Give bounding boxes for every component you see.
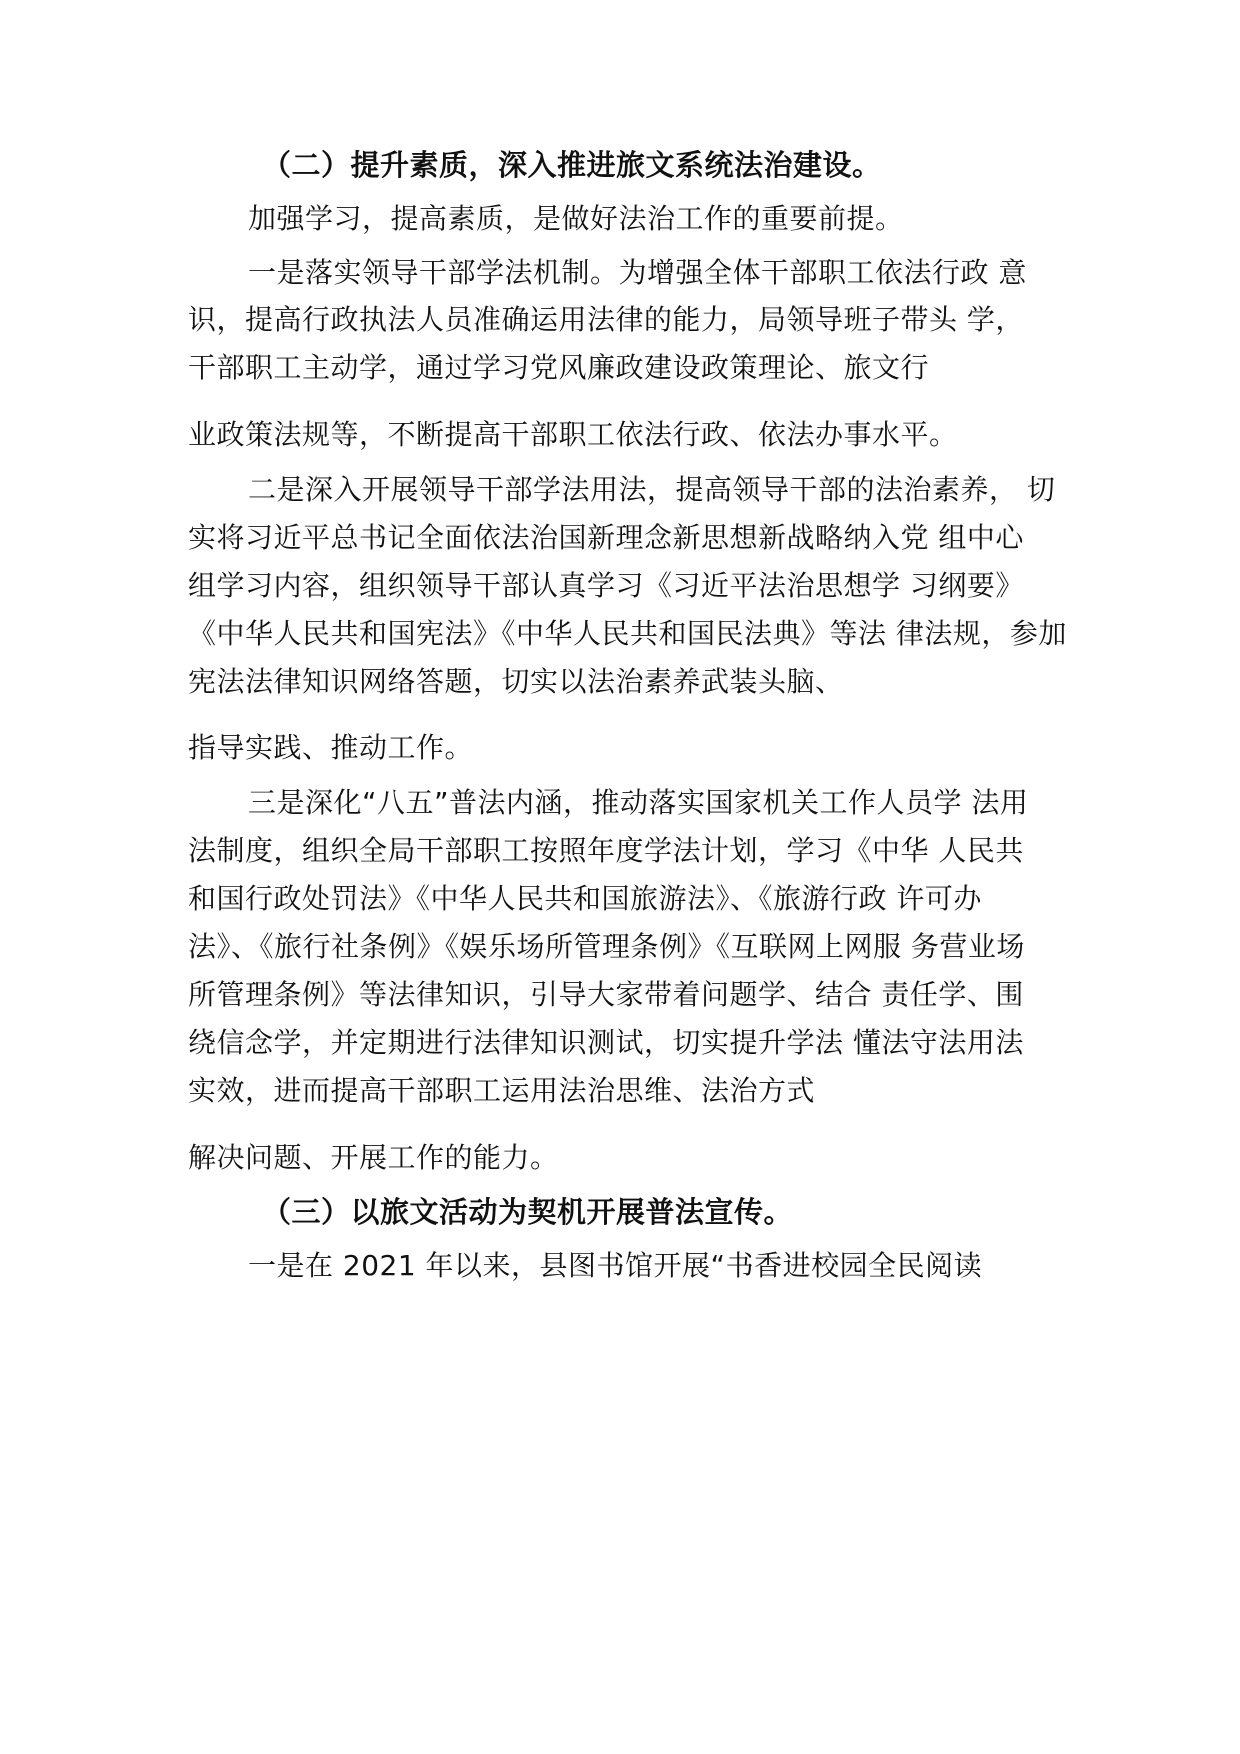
paragraph-line: 组学习内容，组织领导干部认真学习《习近平法治思想学 习纲要》 [188, 569, 1024, 602]
paragraph-line: 《中华人民共和国宪法》《中华人民共和国民法典》等法 律法规，参加 [188, 617, 1067, 650]
paragraph-line: 解决问题、开展工作的能力。 [188, 1141, 559, 1174]
paragraph-line: 业政策法规等，不断提高干部职工依法行政、依法办事水平。 [188, 418, 958, 451]
paragraph-line: 法》、《旅行社条例》《娱乐场所管理条例》《互联网上网服 务营业场 [188, 930, 1025, 963]
paragraph-line: 二是深入开展领导干部学法用法，提高领导干部的法治素养， 切 [248, 473, 1056, 506]
paragraph-line: 绕信念学，并定期进行法律知识测试，切实提升学法 懂法守法用法 [188, 1026, 1024, 1059]
paragraph-line: 指导实践、推动工作。 [188, 731, 474, 764]
paragraph-line: 识，提高行政执法人员准确运用法律的能力，局领导班子带头 学， [188, 303, 1024, 336]
paragraph-line: 干部职工主动学，通过学习党风廉政建设政策理论、旅文行 [188, 351, 930, 384]
paragraph-line: 一是落实领导干部学法机制。为增强全体干部职工依法行政 意 [248, 256, 1027, 289]
paragraph-line: 实将习近平总书记全面依法治国新理念新思想新战略纳入党 组中心 [188, 521, 1024, 554]
paragraph-line: 一是在 2021 年以来，县图书馆开展“书香进校园全民阅读 [248, 1249, 983, 1282]
section-heading-2: （二）提升素质，深入推进旅文系统法治建设。 [262, 148, 882, 182]
paragraph-line: 三是深化“八五”普法内涵，推动落实国家机关工作人员学 法用 [248, 786, 1029, 819]
paragraph-line: 法制度，组织全局干部职工按照年度学法计划，学习《中华 人民共 [188, 834, 1024, 867]
paragraph-line: 和国行政处罚法》《中华人民共和国旅游法》、《旅游行政 许可办 [188, 882, 982, 915]
paragraph-line: 加强学习，提高素质，是做好法治工作的重要前提。 [248, 202, 904, 235]
paragraph-line: 实效，进而提高干部职工运用法治思维、法治方式 [188, 1074, 816, 1107]
paragraph-line: 所管理条例》等法律知识，引导大家带着问题学、结合 责任学、围 [188, 978, 1024, 1011]
section-heading-3: （三）以旅文活动为契机开展普法宣传。 [262, 1195, 794, 1229]
paragraph-line: 宪法法律知识网络答题，切实以法治素养武装头脑、 [188, 665, 844, 698]
